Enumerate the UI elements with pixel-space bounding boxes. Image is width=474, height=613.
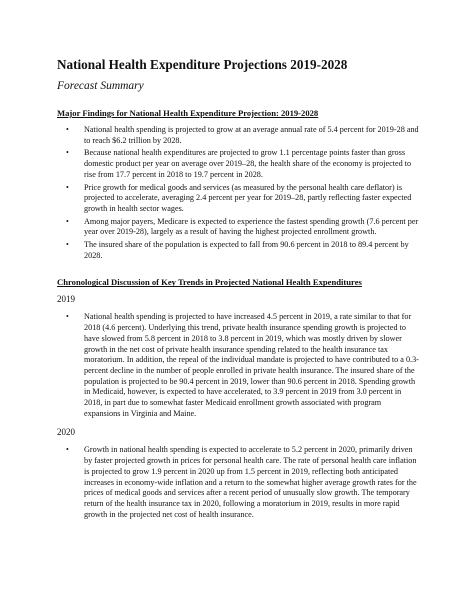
list-item xyxy=(57,217,419,238)
bullet-icon: • xyxy=(66,312,69,322)
list-item-text: Among major payers, Medicare is expected to experience the fastest spending growth (7.6 percent per year over 2019-28), largely as a result of having the highest projected enrollment growth. xyxy=(84,216,419,237)
bullet-icon: • xyxy=(66,216,69,226)
list-item xyxy=(57,125,419,146)
major-findings-list xyxy=(57,125,419,261)
document-page xyxy=(57,57,419,522)
list-item-text: The insured share of the population is expected to fall from 90.6 percent in 2018 to 89.4 percent by 2028. xyxy=(84,240,409,260)
bullet-icon: • xyxy=(66,125,69,134)
list-item-text: National health spending is projected to grow at an average annual rate of 5.4 percent for 2019-28 and to reach $6.2 trillion by 2028. xyxy=(84,125,419,145)
bullet-icon: • xyxy=(66,445,69,455)
list-item xyxy=(57,183,419,215)
list-item xyxy=(57,445,419,520)
bullet-icon: • xyxy=(66,240,69,250)
document-subtitle: Forecast Summary xyxy=(57,80,144,92)
list-item-text: Growth in national health spending is expected to accelerate to 5.2 percent in 2020, primarily driven by faster projected growth in prices for personal health care. The rate of personal health care inflation is projected to grow 1.9 percent in 2020 up from 1.5 percent in 2019, reflecting both anticipated increases in economy-wide inflation and a return to the somewhat higher average growth rates for the prices of medical goods and services after a recent period of unusually slow growth. The temporary return of the health insurance tax in 2020, following a moratorium in 2019, results in more rapid growth in the projected net cost of health insurance. xyxy=(84,445,417,519)
list-item-text: National health spending is projected to have increased 4.5 percent in 2019, a rate similar to that for 2018 (4.6 percent). Underlying this trend, private health insurance spending growth is projected to have slowed from 5.8 percent in 2018 to 3.8 percent in 2019, which was mostly driven by slower growth in the net cost of private health insurance spending related to the health insurance tax moratorium. In addition, the repeal of the individual mandate is projected to have contributed to a 0.3-percent decline in the number of people enrolled in private health insurance. The insured share of the population is projected to be 90.4 percent in 2019, lower than 90.6 percent in 2018. Spending growth in Medicaid, however, is expected to have accelerated, to 3.9 percent in 2019 from 3.0 percent in 2018, in part due to somewhat faster Medicaid enrollment growth associated with program expansions in Virginia and Maine. xyxy=(84,312,419,418)
list-item xyxy=(57,312,419,419)
year-2020-list xyxy=(57,445,419,520)
list-item-text: Price growth for medical goods and services (as measured by the personal health care deflator) is projected to accelerate, averaging 2.4 percent per year for 2019–28, partly reflecting faster expected growth in health sector wages. xyxy=(84,182,412,213)
bullet-icon: • xyxy=(66,182,69,192)
list-item xyxy=(57,148,419,180)
bullet-icon: • xyxy=(66,148,69,158)
list-item xyxy=(57,240,419,261)
chronological-discussion-heading: Chronological Discussion of Key Trends in Projected National Health Expenditures xyxy=(57,277,362,288)
year-2020-label: 2020 xyxy=(57,427,75,438)
year-2019-label: 2019 xyxy=(57,294,75,305)
major-findings-heading: Major Findings for National Health Expenditure Projection: 2019-2028 xyxy=(57,108,319,118)
year-2019-list xyxy=(57,312,419,419)
document-title: National Health Expenditure Projections 2019-2028 xyxy=(57,57,348,72)
list-item-text: Because national health expenditures are projected to grow 1.1 percentage points faster than gross domestic product per year on average over 2019–28, the health share of the economy is projected to rise from 17.7 percent in 2018 to 19.7 percent in 2028. xyxy=(84,148,412,179)
